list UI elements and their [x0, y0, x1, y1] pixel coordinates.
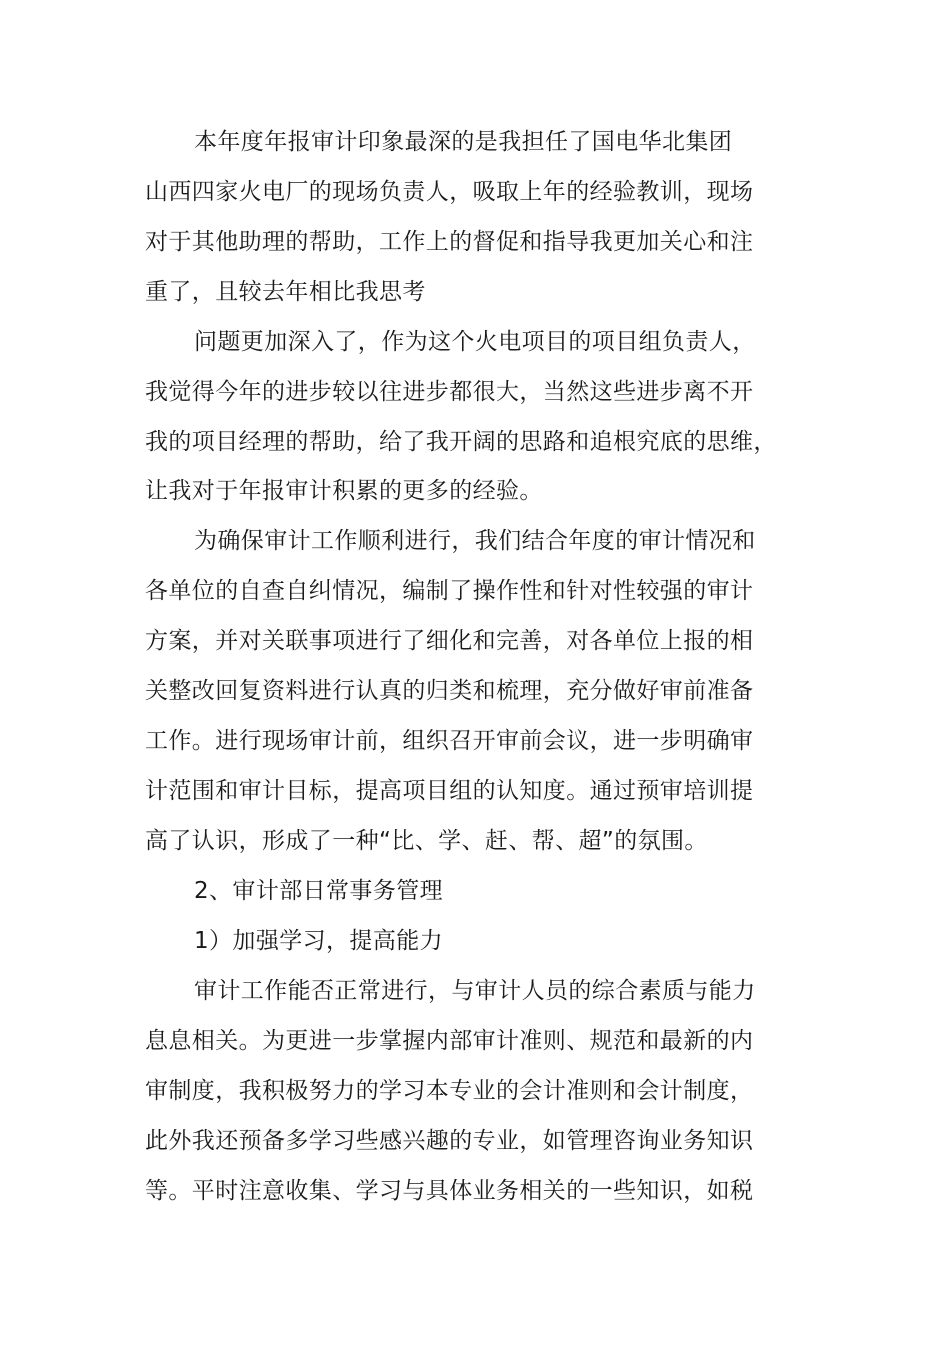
text-line: 审计工作能否正常进行，与审计人员的综合素质与能力: [194, 978, 756, 1004]
text-line: 问题更加深入了，作为这个火电项目的项目组负责人，: [194, 329, 756, 355]
subsection-heading: 1）加强学习，提高能力: [194, 928, 444, 954]
text-line: 等。平时注意收集、学习与具体业务相关的一些知识，如税: [145, 1178, 754, 1204]
text-line: 此外我还预备多学习些感兴趣的专业，如管理咨询业务知识: [145, 1128, 754, 1154]
text-line: 本年度年报审计印象最深的是我担任了国电华北集团: [194, 129, 733, 155]
text-line: 计范围和审计目标，提高项目组的认知度。通过预审培训提: [145, 778, 754, 804]
text-line: 我的项目经理的帮助，给了我开阔的思路和追根究底的思维，: [145, 429, 777, 455]
text-line: 息息相关。为更进一步掌握内部审计准则、规范和最新的内: [145, 1028, 754, 1054]
text-line: 山西四家火电厂的现场负责人，吸取上年的经验教训，现场: [145, 179, 754, 205]
text-line: 工作。进行现场审计前，组织召开审前会议，进一步明确审: [145, 728, 754, 754]
section-heading: 2、审计部日常事务管理: [194, 878, 444, 904]
text-line: 方案，并对关联事项进行了细化和完善，对各单位上报的相: [145, 628, 754, 654]
text-line: 高了认识，形成了一种“比、学、赶、帮、超”的氛围。: [145, 828, 708, 854]
text-line: 让我对于年报审计积累的更多的经验。: [145, 478, 543, 504]
text-line: 对于其他助理的帮助，工作上的督促和指导我更加关心和注: [145, 229, 754, 255]
text-line: 关整改回复资料进行认真的归类和梳理，充分做好审前准备: [145, 678, 754, 704]
text-line: 为确保审计工作顺利进行，我们结合年度的审计情况和: [194, 528, 756, 554]
text-line: 我觉得今年的进步较以往进步都很大，当然这些进步离不开: [145, 379, 754, 405]
text-line: 重了，且较去年相比我思考: [145, 279, 426, 305]
text-line: 审制度，我积极努力的学习本专业的会计准则和会计制度，: [145, 1078, 754, 1104]
text-line: 各单位的自查自纠情况，编制了操作性和针对性较强的审计: [145, 578, 754, 604]
